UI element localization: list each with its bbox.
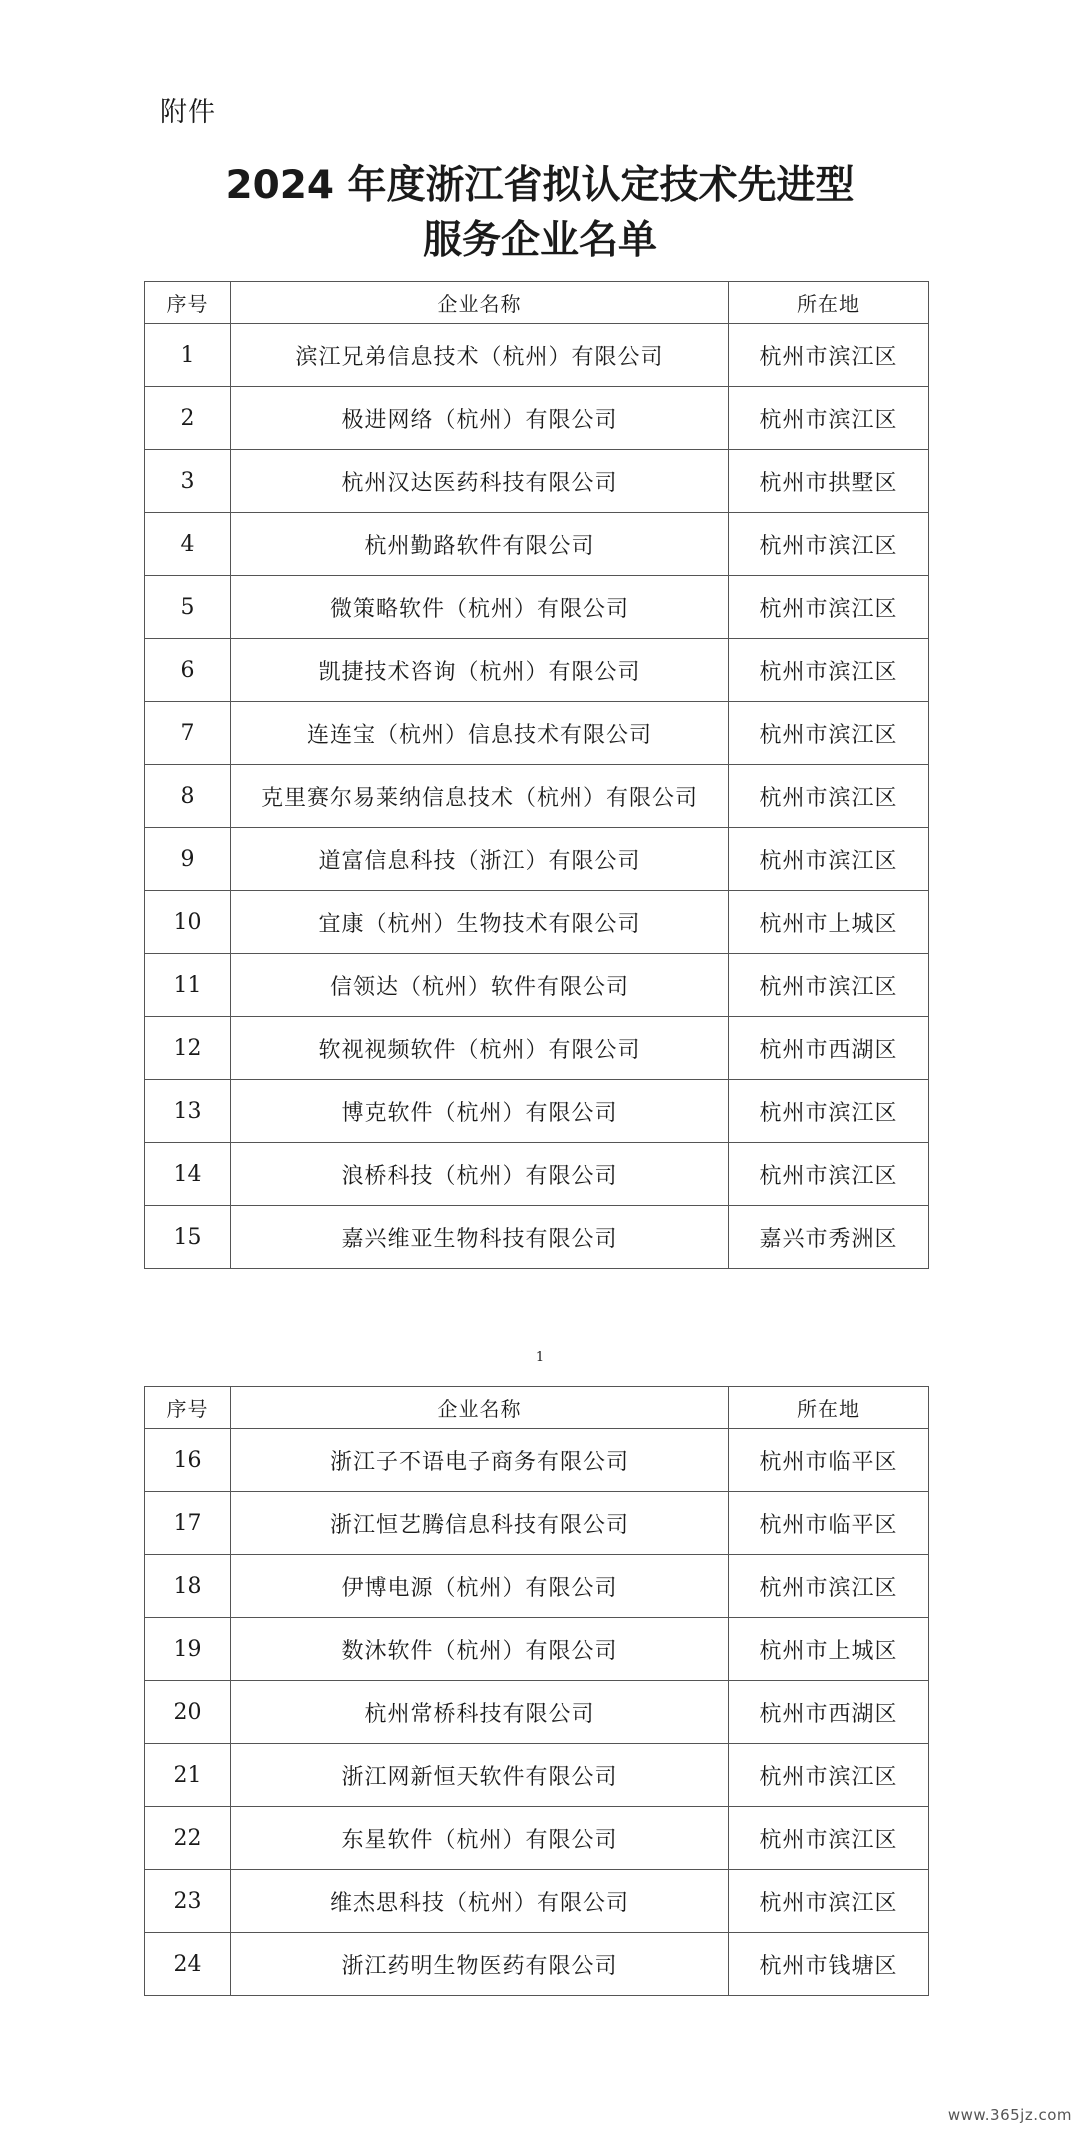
location-cell: 杭州市滨江区 <box>729 1143 929 1206</box>
company-name-cell: 道富信息科技（浙江）有限公司 <box>231 828 729 891</box>
location-cell: 杭州市滨江区 <box>729 513 929 576</box>
table-row <box>145 1429 929 1492</box>
location-cell: 杭州市滨江区 <box>729 387 929 450</box>
location-cell: 杭州市滨江区 <box>729 1080 929 1143</box>
table-row <box>145 1807 929 1870</box>
column-header-number: 序号 <box>145 282 231 324</box>
location-cell: 杭州市滨江区 <box>729 702 929 765</box>
company-name-cell: 宜康（杭州）生物技术有限公司 <box>231 891 729 954</box>
location-cell: 杭州市上城区 <box>729 1618 929 1681</box>
table-row <box>145 1744 929 1807</box>
table-header-row <box>145 1387 929 1429</box>
row-number-cell: 19 <box>145 1618 231 1681</box>
company-name-cell: 伊博电源（杭州）有限公司 <box>231 1555 729 1618</box>
company-name-cell: 克里赛尔易莱纳信息技术（杭州）有限公司 <box>231 765 729 828</box>
table-row <box>145 1143 929 1206</box>
company-name-cell: 杭州勤路软件有限公司 <box>231 513 729 576</box>
company-name-cell: 浙江子不语电子商务有限公司 <box>231 1429 729 1492</box>
location-cell: 杭州市上城区 <box>729 891 929 954</box>
table-row <box>145 1618 929 1681</box>
company-name-cell: 东星软件（杭州）有限公司 <box>231 1807 729 1870</box>
row-number-cell: 23 <box>145 1870 231 1933</box>
location-cell: 杭州市滨江区 <box>729 639 929 702</box>
enterprise-table-page-1 <box>144 281 929 1269</box>
row-number-cell: 24 <box>145 1933 231 1996</box>
company-name-cell: 信领达（杭州）软件有限公司 <box>231 954 729 1017</box>
table-header-row <box>145 282 929 324</box>
column-header-company-name: 企业名称 <box>231 1387 729 1429</box>
location-cell: 杭州市西湖区 <box>729 1017 929 1080</box>
table-row <box>145 576 929 639</box>
table-row <box>145 1080 929 1143</box>
table-row <box>145 954 929 1017</box>
location-cell: 杭州市滨江区 <box>729 1807 929 1870</box>
table-row <box>145 639 929 702</box>
row-number-cell: 1 <box>145 324 231 387</box>
document-title-line-2: 服务企业名单 <box>422 218 657 263</box>
row-number-cell: 2 <box>145 387 231 450</box>
row-number-cell: 21 <box>145 1744 231 1807</box>
location-cell: 杭州市滨江区 <box>729 1744 929 1807</box>
table-row <box>145 450 929 513</box>
table-body <box>145 324 929 1269</box>
column-header-location: 所在地 <box>729 282 929 324</box>
table-row <box>145 891 929 954</box>
table-row <box>145 1681 929 1744</box>
company-name-cell: 连连宝（杭州）信息技术有限公司 <box>231 702 729 765</box>
table-row <box>145 324 929 387</box>
company-name-cell: 软视视频软件（杭州）有限公司 <box>231 1017 729 1080</box>
location-cell: 杭州市滨江区 <box>729 954 929 1017</box>
document-title-line-1: 2024 年度浙江省拟认定技术先进型 <box>225 163 855 208</box>
row-number-cell: 13 <box>145 1080 231 1143</box>
table-row <box>145 513 929 576</box>
company-name-cell: 数沐软件（杭州）有限公司 <box>231 1618 729 1681</box>
company-name-cell: 杭州汉达医药科技有限公司 <box>231 450 729 513</box>
page-number: 1 <box>535 1350 545 1365</box>
row-number-cell: 18 <box>145 1555 231 1618</box>
company-name-cell: 滨江兄弟信息技术（杭州）有限公司 <box>231 324 729 387</box>
company-name-cell: 嘉兴维亚生物科技有限公司 <box>231 1206 729 1269</box>
row-number-cell: 9 <box>145 828 231 891</box>
column-header-location: 所在地 <box>729 1387 929 1429</box>
location-cell: 杭州市滨江区 <box>729 576 929 639</box>
location-cell: 嘉兴市秀洲区 <box>729 1206 929 1269</box>
location-cell: 杭州市钱塘区 <box>729 1933 929 1996</box>
table-row <box>145 1555 929 1618</box>
location-cell: 杭州市拱墅区 <box>729 450 929 513</box>
table-row <box>145 765 929 828</box>
row-number-cell: 7 <box>145 702 231 765</box>
location-cell: 杭州市临平区 <box>729 1429 929 1492</box>
row-number-cell: 11 <box>145 954 231 1017</box>
table-row <box>145 1870 929 1933</box>
company-name-cell: 浙江药明生物医药有限公司 <box>231 1933 729 1996</box>
attachment-label: 附件 <box>160 97 216 128</box>
row-number-cell: 16 <box>145 1429 231 1492</box>
row-number-cell: 15 <box>145 1206 231 1269</box>
location-cell: 杭州市滨江区 <box>729 828 929 891</box>
table-row <box>145 702 929 765</box>
company-name-cell: 微策略软件（杭州）有限公司 <box>231 576 729 639</box>
table-body <box>145 1429 929 1996</box>
enterprise-table-page-2 <box>144 1386 929 1996</box>
company-name-cell: 维杰思科技（杭州）有限公司 <box>231 1870 729 1933</box>
company-name-cell: 浙江恒艺腾信息科技有限公司 <box>231 1492 729 1555</box>
row-number-cell: 10 <box>145 891 231 954</box>
company-name-cell: 浙江网新恒天软件有限公司 <box>231 1744 729 1807</box>
table-row <box>145 1933 929 1996</box>
company-name-cell: 杭州常桥科技有限公司 <box>231 1681 729 1744</box>
watermark-text: www.365jz.com <box>947 2106 1072 2124</box>
row-number-cell: 17 <box>145 1492 231 1555</box>
company-name-cell: 凯捷技术咨询（杭州）有限公司 <box>231 639 729 702</box>
row-number-cell: 6 <box>145 639 231 702</box>
table-row <box>145 1492 929 1555</box>
company-name-cell: 浪桥科技（杭州）有限公司 <box>231 1143 729 1206</box>
row-number-cell: 5 <box>145 576 231 639</box>
company-name-cell: 博克软件（杭州）有限公司 <box>231 1080 729 1143</box>
location-cell: 杭州市西湖区 <box>729 1681 929 1744</box>
row-number-cell: 12 <box>145 1017 231 1080</box>
table-row <box>145 387 929 450</box>
row-number-cell: 22 <box>145 1807 231 1870</box>
location-cell: 杭州市滨江区 <box>729 1870 929 1933</box>
table-row <box>145 1017 929 1080</box>
location-cell: 杭州市滨江区 <box>729 765 929 828</box>
company-name-cell: 极进网络（杭州）有限公司 <box>231 387 729 450</box>
location-cell: 杭州市滨江区 <box>729 1555 929 1618</box>
location-cell: 杭州市滨江区 <box>729 324 929 387</box>
column-header-number: 序号 <box>145 1387 231 1429</box>
table-row <box>145 1206 929 1269</box>
location-cell: 杭州市临平区 <box>729 1492 929 1555</box>
row-number-cell: 20 <box>145 1681 231 1744</box>
table-row <box>145 828 929 891</box>
row-number-cell: 8 <box>145 765 231 828</box>
row-number-cell: 4 <box>145 513 231 576</box>
row-number-cell: 14 <box>145 1143 231 1206</box>
row-number-cell: 3 <box>145 450 231 513</box>
column-header-company-name: 企业名称 <box>231 282 729 324</box>
